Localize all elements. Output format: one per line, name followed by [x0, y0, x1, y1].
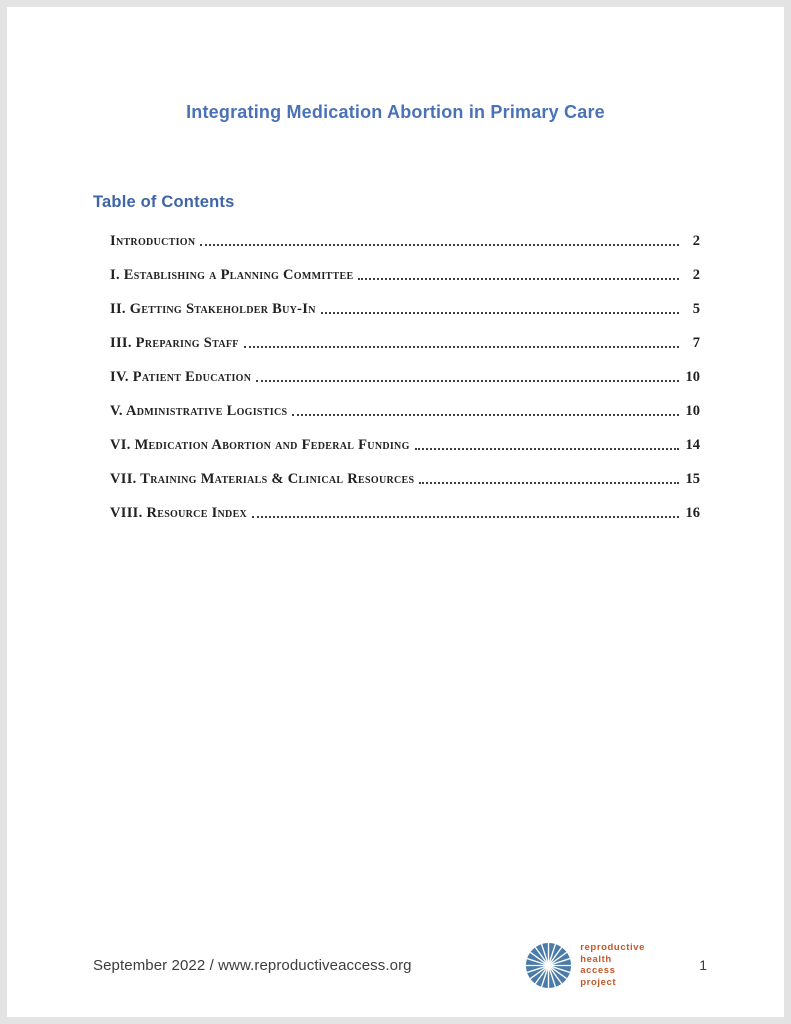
toc-entry-stakeholder-buy-in[interactable]	[110, 284, 700, 318]
toc-entry-label: Introduction	[110, 233, 196, 249]
toc-entry-page: 16	[685, 505, 700, 521]
toc-entry-page: 2	[692, 233, 700, 249]
dotted-leader	[415, 448, 679, 450]
toc-entry-patient-education[interactable]	[110, 352, 700, 386]
dotted-leader	[200, 244, 679, 246]
toc-entry-page: 7	[692, 335, 700, 351]
toc-entry-federal-funding[interactable]	[110, 420, 700, 454]
toc-entry-label: I. Establishing a Planning Committee	[110, 267, 354, 283]
toc-entry-training-materials[interactable]	[110, 454, 700, 488]
toc-entry-page: 10	[685, 369, 700, 385]
toc-entry-label: IV. Patient Education	[110, 369, 252, 385]
dotted-leader	[321, 312, 679, 314]
logo-word-line: access	[580, 965, 616, 976]
toc-entry-label: III. Preparing Staff	[110, 335, 239, 351]
starburst-icon	[525, 942, 572, 989]
toc-entry-page: 5	[692, 301, 700, 317]
toc-entry-label: VIII. Resource Index	[110, 505, 248, 521]
footer-right-group	[525, 942, 707, 989]
toc-entry-label: VII. Training Materials & Clinical Resources	[110, 471, 415, 487]
dotted-leader	[358, 278, 679, 280]
toc-entry-label: II. Getting Stakeholder Buy-In	[110, 301, 316, 317]
rhap-logo	[525, 942, 645, 989]
logo-word-line: health	[580, 953, 612, 965]
toc-entry-planning-committee[interactable]	[110, 250, 700, 284]
toc-entry-page: 2	[692, 267, 700, 283]
toc-heading: Table of Contents	[93, 193, 235, 211]
toc-entry-page: 10	[685, 403, 700, 419]
logo-word-line: reproductive	[580, 942, 645, 953]
table-of-contents	[110, 216, 700, 522]
dotted-leader	[252, 516, 679, 518]
document-page	[7, 7, 784, 1017]
toc-entry-page: 14	[685, 437, 700, 453]
dotted-leader	[256, 380, 679, 382]
logo-word-line: project	[580, 976, 617, 988]
page-number: 1	[699, 957, 707, 973]
page-footer	[93, 941, 707, 989]
toc-entry-resource-index[interactable]	[110, 488, 700, 522]
toc-entry-label: V. Administrative Logistics	[110, 403, 288, 419]
dotted-leader	[419, 482, 679, 484]
toc-entry-preparing-staff[interactable]	[110, 318, 700, 352]
toc-entry-page: 15	[685, 471, 700, 487]
toc-entry-introduction[interactable]	[110, 216, 700, 250]
page-title: Integrating Medication Abortion in Primary Care	[186, 102, 605, 122]
logo-wordmark	[580, 942, 645, 988]
dotted-leader	[292, 414, 679, 416]
dotted-leader	[244, 346, 679, 348]
toc-entry-administrative-logistics[interactable]	[110, 386, 700, 420]
toc-entry-label: VI. Medication Abortion and Federal Funding	[110, 437, 410, 453]
footer-date-url: September 2022 / www.reproductiveaccess.org	[93, 956, 412, 974]
